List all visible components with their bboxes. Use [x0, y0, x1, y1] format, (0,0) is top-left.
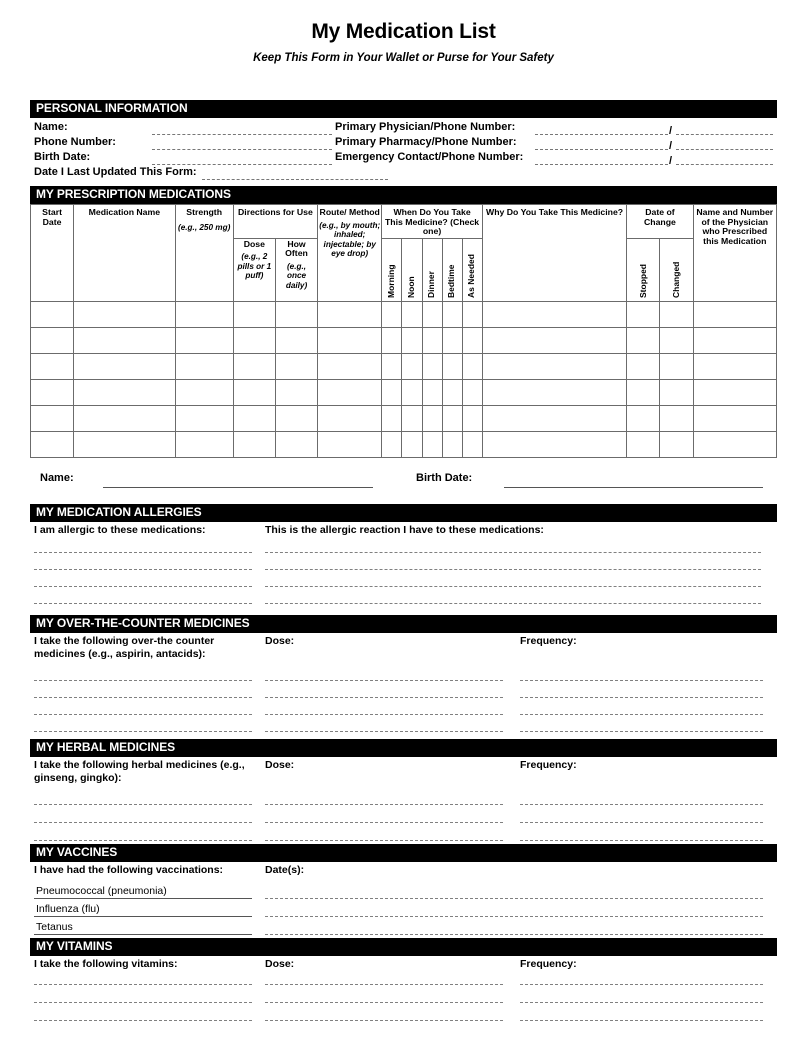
table-cell[interactable] — [660, 379, 693, 405]
table-cell[interactable] — [233, 353, 275, 379]
vitamins-col1-lines-3[interactable] — [34, 1020, 252, 1021]
table-cell[interactable] — [318, 431, 382, 457]
table-cell[interactable] — [275, 405, 317, 431]
table-cell[interactable] — [442, 431, 462, 457]
table-cell[interactable] — [693, 301, 776, 327]
table-cell[interactable] — [627, 405, 660, 431]
field-row-name — [30, 121, 777, 136]
name-label: Name: — [34, 121, 68, 133]
vitamins-col1-lines-1[interactable] — [34, 984, 252, 985]
table-header-row-1 — [31, 205, 777, 239]
table-cell[interactable] — [382, 327, 402, 353]
name-birthdate-strip — [30, 472, 777, 492]
col-strength-label: Strength — [186, 207, 223, 217]
personal-information-bar: PERSONAL INFORMATION — [30, 100, 777, 118]
table-cell[interactable] — [660, 431, 693, 457]
vitamins-col1-lines-2[interactable] — [34, 1002, 252, 1003]
herbal-col2-lines-2[interactable] — [265, 822, 503, 823]
table-cell[interactable] — [660, 405, 693, 431]
strip-birth-date-label: Birth Date: — [416, 472, 473, 484]
table-cell[interactable] — [318, 301, 382, 327]
herbal-col2-lines-3[interactable] — [265, 840, 503, 841]
col-dose-label: Dose — [243, 238, 265, 249]
col-route-method — [318, 205, 382, 302]
vaccines-section — [30, 844, 777, 942]
col-medication-name: Medication Name — [74, 205, 175, 302]
prescriptions-table-body — [31, 301, 777, 457]
table-cell[interactable] — [422, 301, 442, 327]
table-cell[interactable] — [442, 301, 462, 327]
col-date-of-change: Date of Change — [627, 205, 693, 239]
emergency-slash: / — [669, 155, 673, 167]
otc-col2-lines-4[interactable] — [265, 731, 503, 732]
table-cell[interactable] — [462, 379, 482, 405]
vaccines-col2-label: Date(s): — [265, 864, 305, 876]
table-cell[interactable] — [422, 405, 442, 431]
table-cell[interactable] — [74, 301, 175, 327]
table-cell[interactable] — [31, 301, 74, 327]
table-cell[interactable] — [318, 405, 382, 431]
primary-physician-label: Primary Physician/Phone Number: — [335, 121, 516, 133]
primary-pharmacy-label: Primary Pharmacy/Phone Number: — [335, 136, 517, 148]
col-how-often — [275, 238, 317, 301]
vitamins-section — [30, 938, 777, 1048]
table-cell[interactable] — [74, 431, 175, 457]
table-cell[interactable] — [422, 431, 442, 457]
table-cell[interactable] — [442, 405, 462, 431]
herbal-col3-lines-2[interactable] — [520, 822, 763, 823]
primary-physician-input-line[interactable] — [535, 134, 668, 135]
table-cell[interactable] — [402, 431, 422, 457]
table-cell[interactable] — [442, 379, 462, 405]
herbal-bar: MY HERBAL MEDICINES — [30, 739, 777, 757]
table-cell[interactable] — [175, 301, 233, 327]
table-cell[interactable] — [74, 327, 175, 353]
otc-col1-lines-1[interactable] — [34, 680, 252, 681]
otc-col2-label: Dose: — [265, 635, 295, 647]
table-cell[interactable] — [442, 353, 462, 379]
table-row[interactable] — [31, 379, 777, 405]
table-row[interactable] — [31, 431, 777, 457]
phone-number-input-line[interactable] — [152, 149, 332, 150]
table-cell[interactable] — [74, 379, 175, 405]
vitamins-col2-lines-1[interactable] — [265, 984, 503, 985]
table-cell[interactable] — [422, 379, 442, 405]
col-changed: Changed — [660, 238, 693, 301]
otc-col3-label: Frequency: — [520, 635, 577, 647]
otc-col1-label: I take the following over-the counter medicines (e.g., aspirin, antacids): — [34, 635, 215, 660]
herbal-col3-label: Frequency: — [520, 759, 577, 771]
table-cell[interactable] — [382, 301, 402, 327]
vitamins-col3-label: Frequency: — [520, 958, 577, 970]
table-cell[interactable] — [382, 431, 402, 457]
vaccine-item-pneumococcal: Pneumococcal (pneumonia) — [36, 885, 167, 897]
allergies-bar: MY MEDICATION ALLERGIES — [30, 504, 777, 522]
col-noon: Noon — [402, 238, 422, 301]
table-cell[interactable] — [402, 379, 422, 405]
allergies-col1-label: I am allergic to these medications: — [34, 524, 206, 536]
birth-date-label: Birth Date: — [34, 151, 91, 163]
field-row-phone — [30, 136, 777, 151]
emergency-contact-input-line[interactable] — [535, 164, 668, 165]
col-bedtime: Bedtime — [442, 238, 462, 301]
vitamins-col2-lines-3[interactable] — [265, 1020, 503, 1021]
table-cell[interactable] — [175, 379, 233, 405]
table-cell[interactable] — [318, 379, 382, 405]
vaccine-item-tetanus: Tetanus — [36, 921, 73, 933]
table-cell[interactable] — [275, 431, 317, 457]
table-cell[interactable] — [275, 327, 317, 353]
herbal-col1-label: I take the following herbal medicines (e.g., ginseng, gingko): — [34, 759, 245, 784]
table-cell[interactable] — [318, 327, 382, 353]
otc-bar: MY OVER-THE-COUNTER MEDICINES — [30, 615, 777, 633]
col-prescribing-physician: Name and Number of the Physician who Prescribed this Medication — [693, 205, 776, 302]
allergies-col2-lines-2[interactable] — [265, 569, 761, 570]
vaccine-influenza-date-line[interactable] — [265, 916, 763, 917]
otc-col3-lines-3[interactable] — [520, 714, 763, 715]
herbal-col1-lines-1[interactable] — [34, 804, 252, 805]
herbal-col3-lines-1[interactable] — [520, 804, 763, 805]
vitamins-col2-label: Dose: — [265, 958, 295, 970]
vaccine-influenza-line[interactable] — [34, 916, 252, 917]
field-row-last-updated — [30, 166, 777, 181]
allergies-col2-lines-4[interactable] — [265, 603, 761, 604]
col-as-needed: As Needed — [462, 238, 482, 301]
col-why-take: Why Do You Take This Medicine? — [482, 205, 627, 302]
table-cell[interactable] — [31, 405, 74, 431]
otc-col1-lines-3[interactable] — [34, 714, 252, 715]
col-route-label: Route/ Method — [319, 207, 380, 217]
vaccines-col1-label: I have had the following vaccinations: — [34, 864, 224, 876]
table-cell[interactable] — [627, 431, 660, 457]
page-title: My Medication List — [311, 20, 496, 43]
otc-col3-lines-2[interactable] — [520, 697, 763, 698]
otc-section — [30, 615, 777, 740]
allergies-col2-lines-1[interactable] — [265, 552, 761, 553]
table-cell[interactable] — [402, 353, 422, 379]
last-updated-label: Date I Last Updated This Form: — [34, 166, 197, 178]
herbal-col2-label: Dose: — [265, 759, 295, 771]
col-how-often-label: How Often — [285, 238, 308, 258]
table-cell[interactable] — [482, 301, 627, 327]
vaccine-tetanus-line[interactable] — [34, 934, 252, 935]
table-cell[interactable] — [74, 353, 175, 379]
table-cell[interactable] — [462, 301, 482, 327]
otc-col1-lines-2[interactable] — [34, 697, 252, 698]
table-cell[interactable] — [233, 379, 275, 405]
col-morning: Morning — [382, 238, 402, 301]
table-cell[interactable] — [693, 405, 776, 431]
personal-information-fields — [30, 121, 777, 181]
vaccine-tetanus-date-line[interactable] — [265, 934, 763, 935]
table-cell[interactable] — [482, 327, 627, 353]
table-cell[interactable] — [233, 301, 275, 327]
table-cell[interactable] — [482, 353, 627, 379]
col-directions-for-use: Directions for Use — [233, 205, 317, 239]
allergies-section — [30, 504, 777, 612]
herbal-col1-lines-3[interactable] — [34, 840, 252, 841]
table-cell[interactable] — [627, 353, 660, 379]
col-route-example: (e.g., by mouth; inhaled; injectable; by eye drop) — [319, 220, 381, 258]
otc-col3-lines-1[interactable] — [520, 680, 763, 681]
allergies-col2-lines-3[interactable] — [265, 586, 761, 587]
pharmacy-slash: / — [669, 140, 673, 152]
table-cell[interactable] — [275, 353, 317, 379]
otc-col1-lines-4[interactable] — [34, 731, 252, 732]
table-cell[interactable] — [382, 353, 402, 379]
col-strength-example: (e.g., 250 mg) — [177, 222, 231, 232]
primary-pharmacy-input-line[interactable] — [535, 149, 668, 150]
physician-slash: / — [669, 125, 673, 137]
vitamins-col1-label: I take the following vitamins: — [34, 958, 178, 970]
vaccine-pneumococcal-date-line[interactable] — [265, 898, 763, 899]
table-cell[interactable] — [382, 405, 402, 431]
table-cell[interactable] — [402, 405, 422, 431]
last-updated-input-line[interactable] — [202, 179, 388, 180]
herbal-col2-lines-1[interactable] — [265, 804, 503, 805]
col-dose-example: (e.g., 2 pills or 1 puff) — [237, 252, 272, 280]
vaccines-bar: MY VACCINES — [30, 844, 777, 862]
vitamins-col3-lines-2[interactable] — [520, 1002, 763, 1003]
table-row[interactable] — [31, 353, 777, 379]
table-cell[interactable] — [31, 431, 74, 457]
otc-col2-lines-1[interactable] — [265, 680, 503, 681]
col-when-take: When Do You Take This Medicine? (Check one) — [382, 205, 482, 239]
personal-information-section — [30, 100, 777, 181]
page-subtitle: Keep This Form in Your Wallet or Purse for Your Safety — [253, 52, 554, 64]
table-cell[interactable] — [422, 353, 442, 379]
herbal-col1-lines-2[interactable] — [34, 822, 252, 823]
otc-col2-lines-3[interactable] — [265, 714, 503, 715]
table-cell[interactable] — [31, 379, 74, 405]
strip-name-input-line[interactable] — [103, 487, 373, 488]
allergies-col1-lines-3[interactable] — [34, 586, 252, 587]
table-cell[interactable] — [233, 405, 275, 431]
table-cell[interactable] — [482, 431, 627, 457]
table-cell[interactable] — [233, 431, 275, 457]
table-cell[interactable] — [31, 353, 74, 379]
allergies-col2-label: This is the allergic reaction I have to these medications: — [265, 524, 544, 536]
table-cell[interactable] — [482, 405, 627, 431]
col-start-date: Start Date — [31, 205, 74, 302]
table-cell[interactable] — [693, 431, 776, 457]
table-cell[interactable] — [693, 379, 776, 405]
herbal-col3-lines-3[interactable] — [520, 840, 763, 841]
emergency-contact-label: Emergency Contact/Phone Number: — [335, 151, 524, 163]
table-cell[interactable] — [175, 327, 233, 353]
table-cell[interactable] — [660, 353, 693, 379]
prescriptions-bar: MY PRESCRIPTION MEDICATIONS — [30, 186, 777, 204]
table-cell[interactable] — [402, 327, 422, 353]
table-cell[interactable] — [693, 353, 776, 379]
col-dinner: Dinner — [422, 238, 442, 301]
vaccine-item-influenza: Influenza (flu) — [36, 903, 100, 915]
allergies-col1-lines-4[interactable] — [34, 603, 252, 604]
field-row-birth-date — [30, 151, 777, 166]
table-cell[interactable] — [402, 301, 422, 327]
vitamins-col3-lines-1[interactable] — [520, 984, 763, 985]
otc-col2-lines-2[interactable] — [265, 697, 503, 698]
table-cell[interactable] — [175, 353, 233, 379]
otc-col3-lines-4[interactable] — [520, 731, 763, 732]
table-cell[interactable] — [74, 405, 175, 431]
table-cell[interactable] — [462, 431, 482, 457]
herbal-section — [30, 739, 777, 847]
vitamins-col3-lines-3[interactable] — [520, 1020, 763, 1021]
table-cell[interactable] — [275, 301, 317, 327]
pharmacy-phone-input-line[interactable] — [676, 149, 773, 150]
col-dose — [233, 238, 275, 301]
medication-list-form — [0, 20, 807, 1044]
emergency-phone-input-line[interactable] — [676, 164, 773, 165]
strip-birth-date-input-line[interactable] — [504, 487, 763, 488]
vaccine-pneumococcal-line[interactable] — [34, 898, 252, 899]
birth-date-input-line[interactable] — [152, 164, 332, 165]
col-how-often-example: (e.g., once daily) — [285, 261, 308, 290]
table-cell[interactable] — [462, 353, 482, 379]
table-cell[interactable] — [382, 379, 402, 405]
vitamins-bar: MY VITAMINS — [30, 938, 777, 956]
col-strength — [175, 205, 233, 302]
table-cell[interactable] — [233, 327, 275, 353]
table-cell[interactable] — [660, 327, 693, 353]
table-cell[interactable] — [693, 327, 776, 353]
physician-phone-input-line[interactable] — [676, 134, 773, 135]
table-cell[interactable] — [462, 327, 482, 353]
table-cell[interactable] — [442, 327, 462, 353]
table-cell[interactable] — [462, 405, 482, 431]
col-stopped: Stopped — [627, 238, 660, 301]
table-cell[interactable] — [482, 379, 627, 405]
table-row[interactable] — [31, 405, 777, 431]
table-cell[interactable] — [175, 405, 233, 431]
table-cell[interactable] — [627, 301, 660, 327]
vitamins-col2-lines-2[interactable] — [265, 1002, 503, 1003]
table-cell[interactable] — [31, 327, 74, 353]
table-cell[interactable] — [627, 379, 660, 405]
allergies-col1-lines-1[interactable] — [34, 552, 252, 553]
phone-number-label: Phone Number: — [34, 136, 116, 148]
table-cell[interactable] — [275, 379, 317, 405]
name-input-line[interactable] — [152, 134, 332, 135]
table-cell[interactable] — [627, 327, 660, 353]
table-cell[interactable] — [318, 353, 382, 379]
strip-name-label: Name: — [40, 472, 74, 484]
table-cell[interactable] — [175, 431, 233, 457]
table-row[interactable] — [31, 327, 777, 353]
prescriptions-section — [30, 186, 777, 458]
prescriptions-table — [30, 204, 777, 458]
table-cell[interactable] — [660, 301, 693, 327]
allergies-col1-lines-2[interactable] — [34, 569, 252, 570]
table-row[interactable] — [31, 301, 777, 327]
table-cell[interactable] — [422, 327, 442, 353]
